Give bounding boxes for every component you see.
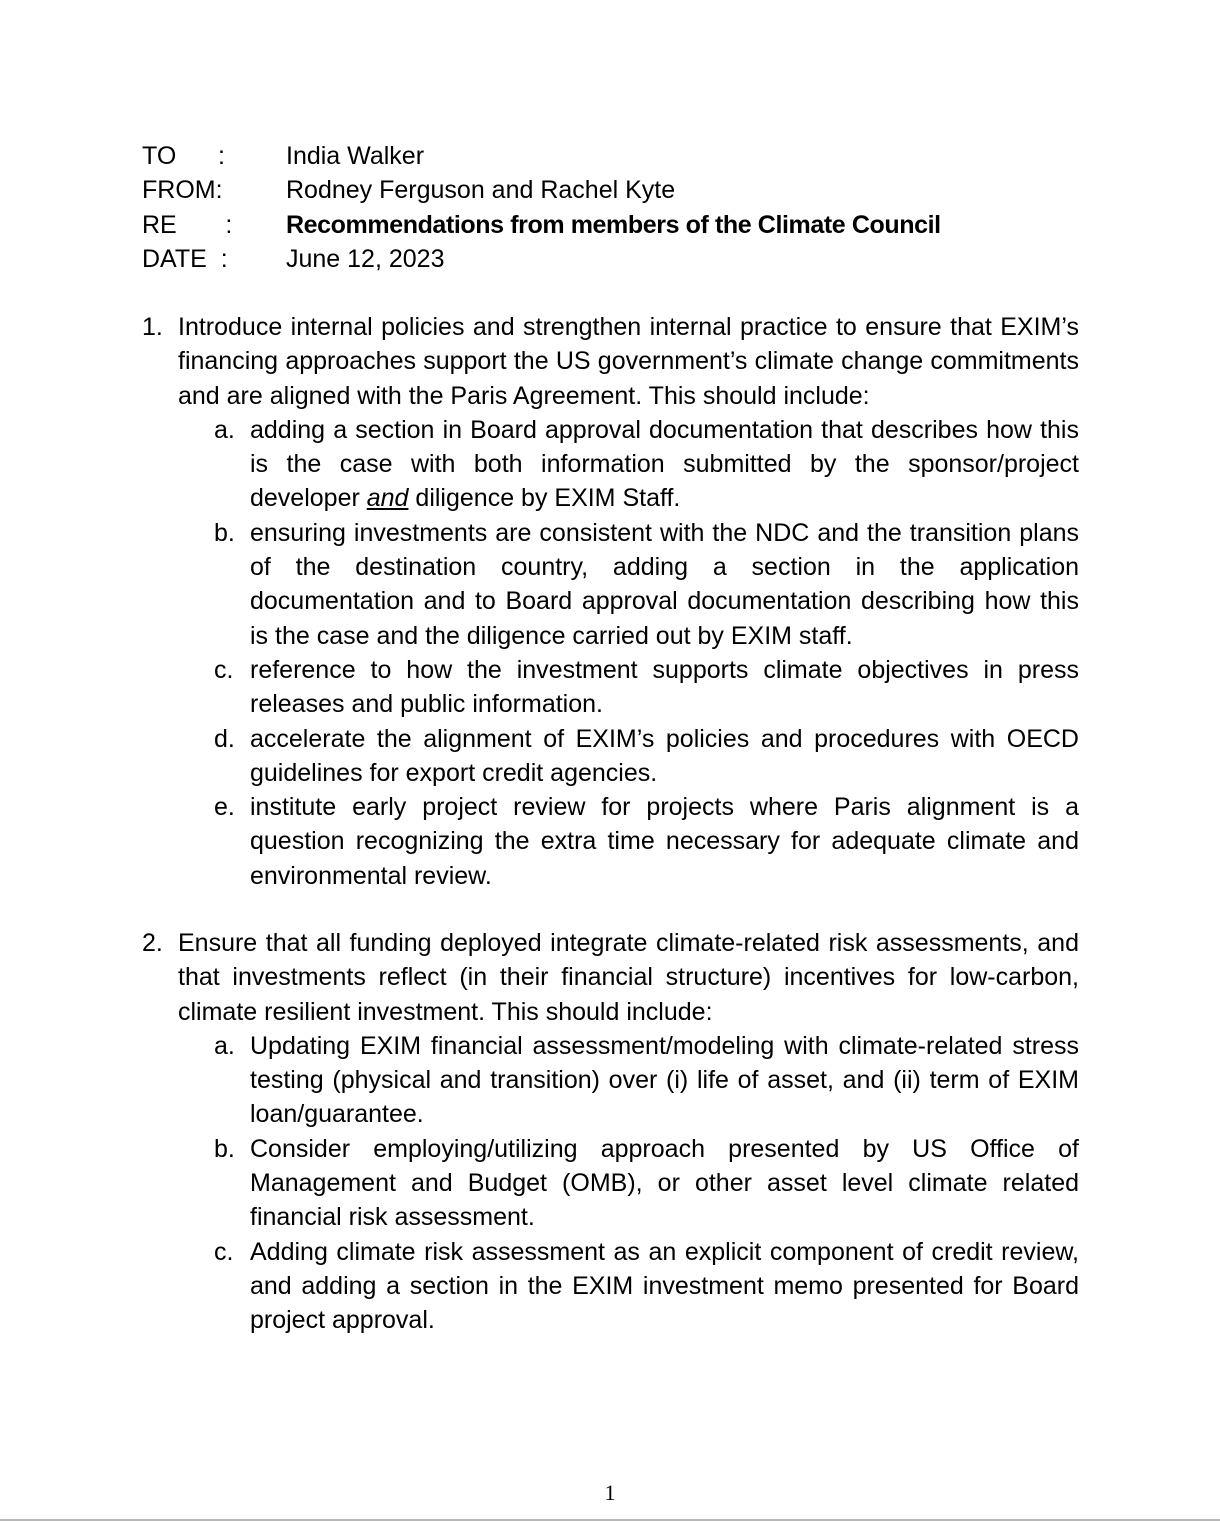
memo-header (142, 139, 941, 277)
subitem-text-before: adding a section in Board approval documentation that describes how this is the case with both information submitted by the sponsor/project developer (250, 415, 1079, 513)
item-number: 1. (142, 313, 163, 341)
date-row (142, 242, 941, 276)
subitem-text: reference to how the investment supports climate objectives in press releases and public information. (250, 655, 1079, 719)
subitem-letter: c. (214, 655, 234, 684)
subitem-1c (214, 653, 1079, 722)
emphasis-and: and (366, 484, 409, 513)
page-number: 1 (604, 1480, 616, 1505)
item-text: Introduce internal policies and strengthen internal practice to ensure that EXIM’s financing approaches support the US government’s climate change commitments and are aligned with the Paris Agreement. This should include: (178, 313, 1079, 410)
subitem-text: Consider employing/utilizing approach presented by US Office of Management and Budget (OMB), or other asset level climate related financial risk assessment. (250, 1134, 1079, 1232)
subitem-text: institute early project review for projects where Paris alignment is a question recognizing the extra time necessary for adequate climate and environmental review. (250, 793, 1079, 890)
re-label: RE : (142, 210, 233, 239)
subitem-2b (214, 1132, 1079, 1235)
page-bottom-divider (0, 1519, 1220, 1521)
subitem-text: Adding climate risk assessment as an explicit component of credit review, and adding a section in the EXIM investment memo presented for Board project approval. (250, 1237, 1079, 1335)
subitem-letter: d. (214, 724, 235, 753)
from-value: Rodney Ferguson and Rachel Kyte (286, 176, 676, 205)
subitem-2c (214, 1235, 1079, 1338)
subitem-1e (214, 790, 1079, 893)
recommendation-2 (142, 926, 1079, 1338)
from-label: FROM: (142, 176, 223, 205)
subitem-text: Updating EXIM financial assessment/modeling with climate-related stress testing (physical and transition) over (i) life of asset, and (ii) term of EXIM loan/guarantee. (250, 1031, 1079, 1129)
subitem-text: ensuring investments are consistent with the NDC and the transition plans of the destination country, adding a section in the application documentation and to Board approval documentation describing how this is the case and the diligence carried out by EXIM staff. (250, 518, 1079, 650)
to-value: India Walker (286, 142, 425, 170)
subitem-letter: e. (214, 793, 235, 822)
recommendation-1 (142, 310, 1079, 893)
subitem-text: accelerate the alignment of EXIM’s policies and procedures with OECD guidelines for export credit agencies. (250, 724, 1079, 787)
item-text: Ensure that all funding deployed integrate climate-related risk assessments, and that investments reflect (in their financial structure) incentives for low-carbon, climate resilient investment. This should include: (178, 929, 1079, 1026)
subitem-1b (214, 516, 1079, 653)
date-value: June 12, 2023 (286, 245, 445, 274)
subitem-letter: b. (214, 518, 235, 547)
from-row (142, 173, 941, 207)
subitem-letter: a. (214, 1031, 235, 1060)
subitem-letter: a. (214, 415, 235, 444)
subitem-text-after: diligence by EXIM Staff. (408, 484, 681, 513)
re-row (142, 208, 941, 242)
to-label: TO : (142, 142, 225, 170)
subitem-1a (214, 413, 1079, 516)
item-number: 2. (142, 929, 163, 957)
subitem-text (250, 413, 1079, 516)
re-value: Recommendations from members of the Climate Council (286, 210, 941, 239)
subitem-2a (214, 1029, 1079, 1132)
to-row (142, 139, 941, 173)
subitem-letter: b. (214, 1134, 235, 1163)
subitem-letter: c. (214, 1237, 234, 1266)
date-label: DATE : (142, 245, 228, 274)
subitem-1d (214, 722, 1079, 791)
